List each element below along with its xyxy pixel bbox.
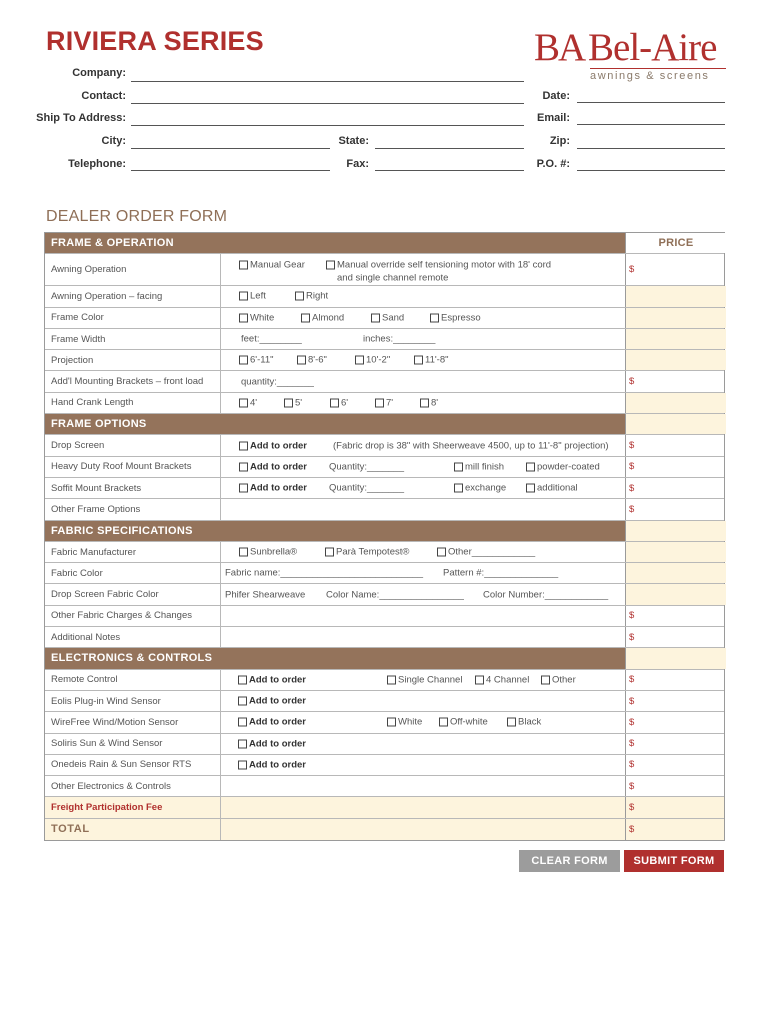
option-label: Other____________ xyxy=(448,546,536,558)
option-label: 4' xyxy=(250,397,258,409)
currency-symbol: $ xyxy=(629,376,635,388)
option-label: powder-coated xyxy=(537,461,600,473)
option-label: 5' xyxy=(295,397,303,409)
checkbox[interactable] xyxy=(239,356,248,365)
option-label: 6' xyxy=(341,397,349,409)
option-label: 11'-8" xyxy=(425,354,449,366)
currency-symbol: $ xyxy=(629,759,635,771)
row-fabric-manufacturer xyxy=(45,542,724,563)
row-other-electronics xyxy=(45,776,724,797)
section-title: FABRIC SPECIFICATIONS xyxy=(51,524,193,537)
date-field[interactable] xyxy=(577,102,725,103)
other-frame-options-input[interactable] xyxy=(221,499,625,519)
color-name-input[interactable]: Color Name:________________ xyxy=(326,589,464,601)
row-other-fabric-charges xyxy=(45,606,724,627)
price-cell xyxy=(625,308,726,328)
option-label: 8' xyxy=(431,397,439,409)
row-label: Projection xyxy=(45,350,221,370)
row-label: Onedeis Rain & Sun Sensor RTS xyxy=(45,755,221,775)
telephone-label: Telephone: xyxy=(68,158,126,170)
checkbox[interactable] xyxy=(326,261,335,270)
option-label: Add to order xyxy=(249,716,306,728)
additional-option[interactable] xyxy=(526,483,578,494)
quantity-input[interactable]: quantity:_______ xyxy=(241,376,314,388)
price-cell xyxy=(625,563,726,583)
checkbox[interactable] xyxy=(238,675,247,684)
row-drop-screen xyxy=(45,435,724,456)
projection-option[interactable] xyxy=(355,355,390,366)
option-label: Add to order xyxy=(250,461,307,473)
checkbox[interactable] xyxy=(541,675,550,684)
checkbox[interactable] xyxy=(239,548,248,557)
manual-gear-option[interactable] xyxy=(239,260,305,271)
mill-finish-option[interactable] xyxy=(454,461,504,472)
almond-option[interactable] xyxy=(301,312,344,323)
checkbox[interactable] xyxy=(239,398,248,407)
add-to-order-option[interactable] xyxy=(239,461,307,472)
checkbox[interactable] xyxy=(239,292,248,301)
section-title: ELECTRONICS & CONTROLS xyxy=(51,652,213,665)
option-label: 7' xyxy=(386,397,394,409)
currency-symbol: $ xyxy=(629,780,635,792)
option-label: White xyxy=(250,312,275,324)
checkbox[interactable] xyxy=(239,462,248,471)
add-to-order-option[interactable] xyxy=(238,696,306,707)
row-total xyxy=(45,819,724,840)
currency-symbol: $ xyxy=(629,631,635,643)
add-to-order-option[interactable] xyxy=(238,717,306,728)
row-label: Add'l Mounting Brackets – front load xyxy=(45,371,221,391)
pattern-input[interactable]: Pattern #:______________ xyxy=(443,567,559,579)
checkbox[interactable] xyxy=(414,356,423,365)
currency-symbol: $ xyxy=(629,823,635,835)
option-label: Parà Tempotest® xyxy=(336,546,410,558)
checkbox[interactable] xyxy=(420,398,429,407)
row-facing xyxy=(45,286,724,307)
total-blank xyxy=(221,819,625,840)
row-soffit xyxy=(45,478,724,499)
single-channel-option[interactable] xyxy=(387,674,462,685)
telephone-field[interactable] xyxy=(131,170,330,171)
bel-aire-logo xyxy=(534,28,726,82)
option-label: additional xyxy=(537,482,578,494)
option-label: Espresso xyxy=(441,312,481,324)
page-title: RIVIERA SERIES xyxy=(46,26,264,56)
checkbox[interactable] xyxy=(355,356,364,365)
color-number-input[interactable]: Color Number:____________ xyxy=(483,589,609,601)
price-cell[interactable] xyxy=(625,755,726,775)
row-label: Other Fabric Charges & Changes xyxy=(45,606,221,626)
price-cell xyxy=(625,393,726,413)
checkbox[interactable] xyxy=(454,462,463,471)
submit-form-button[interactable]: SUBMIT FORM xyxy=(624,850,724,872)
row-awning-operation xyxy=(45,254,724,286)
powder-coated-option[interactable] xyxy=(526,461,600,472)
option-label: 10'-2" xyxy=(366,354,391,366)
projection-option[interactable] xyxy=(414,355,449,366)
white-option[interactable] xyxy=(387,717,422,728)
row-label: Soliris Sun & Wind Sensor xyxy=(45,734,221,754)
sand-option[interactable] xyxy=(371,312,404,323)
price-cell[interactable] xyxy=(625,478,726,498)
other-option[interactable] xyxy=(541,674,576,685)
section-header-frame xyxy=(45,233,724,254)
company-field[interactable] xyxy=(131,81,524,82)
checkbox[interactable] xyxy=(239,441,248,450)
black-option[interactable] xyxy=(507,717,541,728)
ship-to-label: Ship To Address: xyxy=(36,112,126,124)
crank-option[interactable] xyxy=(420,397,438,408)
white-option[interactable] xyxy=(239,312,274,323)
feet-input[interactable]: feet:________ xyxy=(241,333,302,345)
other-fabric-option[interactable] xyxy=(437,547,535,558)
row-label: Frame Width xyxy=(45,329,221,349)
row-freight xyxy=(45,797,724,818)
checkbox[interactable] xyxy=(238,697,247,706)
add-to-order-option[interactable] xyxy=(238,738,306,749)
currency-symbol: $ xyxy=(629,738,635,750)
projection-option[interactable] xyxy=(297,355,327,366)
freight-label: Freight Participation Fee xyxy=(45,797,221,817)
phifer-shearweave-label: Phifer Shearweave xyxy=(225,589,306,601)
left-option[interactable] xyxy=(239,291,266,302)
option-label: Add to order xyxy=(249,759,306,771)
quantity-input[interactable]: Quantity:_______ xyxy=(329,482,405,494)
option-label: 4 Channel xyxy=(486,674,530,686)
row-label: Fabric Manufacturer xyxy=(45,542,221,562)
currency-symbol: $ xyxy=(629,695,635,707)
currency-symbol: $ xyxy=(629,610,635,622)
option-label: 8'-6" xyxy=(308,354,327,366)
option-label: Add to order xyxy=(249,695,306,707)
fabric-name-input[interactable]: Fabric name:___________________________ xyxy=(225,567,424,579)
city-label: City: xyxy=(101,135,126,147)
checkbox[interactable] xyxy=(439,718,448,727)
price-cell xyxy=(625,350,726,370)
off-white-option[interactable] xyxy=(439,717,488,728)
option-label: Other xyxy=(552,674,576,686)
row-label: Hand Crank Length xyxy=(45,393,221,413)
row-label: Remote Control xyxy=(45,670,221,690)
price-cell[interactable] xyxy=(625,457,726,477)
motor-option[interactable] xyxy=(326,260,551,271)
checkbox[interactable] xyxy=(301,313,310,322)
option-label: Manual Gear xyxy=(250,259,305,271)
price-cell[interactable] xyxy=(625,435,726,455)
price-cell[interactable] xyxy=(625,606,726,626)
date-label: Date: xyxy=(542,90,570,102)
price-cell xyxy=(625,329,726,349)
option-label: Off-white xyxy=(450,716,488,728)
add-to-order-option[interactable] xyxy=(239,483,307,494)
option-label: Sand xyxy=(382,312,405,324)
ship-to-field[interactable] xyxy=(131,125,524,126)
checkbox[interactable] xyxy=(238,718,247,727)
checkbox[interactable] xyxy=(430,313,439,322)
checkbox[interactable] xyxy=(526,484,535,493)
row-label: Drop Screen xyxy=(45,435,221,455)
additional-notes-input[interactable] xyxy=(221,627,625,647)
zip-label: Zip: xyxy=(549,135,570,147)
checkbox[interactable] xyxy=(387,675,396,684)
logo-mark: BA xyxy=(534,26,585,69)
row-label: Heavy Duty Roof Mount Brackets xyxy=(45,457,221,477)
option-label: Right xyxy=(306,290,329,302)
option-label: Add to order xyxy=(250,440,307,452)
section-title: FRAME & OPERATION xyxy=(51,237,174,250)
price-header: PRICE xyxy=(625,233,726,253)
row-label: Fabric Color xyxy=(45,563,221,583)
option-label: Add to order xyxy=(250,482,307,494)
section-header-frame-options xyxy=(45,414,724,435)
crank-option[interactable] xyxy=(375,397,393,408)
option-label: 6'-11" xyxy=(250,354,274,366)
price-cell[interactable] xyxy=(625,712,726,732)
checkbox[interactable] xyxy=(238,739,247,748)
checkbox[interactable] xyxy=(526,462,535,471)
checkbox[interactable] xyxy=(454,484,463,493)
four-channel-option[interactable] xyxy=(475,674,529,685)
row-label: Other Frame Options xyxy=(45,499,221,519)
row-frame-width xyxy=(45,329,724,350)
checkbox[interactable] xyxy=(330,398,339,407)
add-to-order-option[interactable] xyxy=(238,674,306,685)
inches-input[interactable]: inches:________ xyxy=(363,333,436,345)
option-label: Left xyxy=(250,290,266,302)
add-to-order-option[interactable] xyxy=(239,440,307,451)
checkbox[interactable] xyxy=(507,718,516,727)
crank-option[interactable] xyxy=(330,397,348,408)
projection-option[interactable] xyxy=(239,355,274,366)
row-label: Awning Operation xyxy=(45,254,221,285)
email-label: Email: xyxy=(536,112,570,124)
freight-blank xyxy=(221,797,625,817)
price-cell[interactable] xyxy=(625,254,726,285)
crank-option[interactable] xyxy=(239,397,257,408)
currency-symbol: $ xyxy=(629,716,635,728)
row-label: Soffit Mount Brackets xyxy=(45,478,221,498)
option-label: exchange xyxy=(465,482,507,494)
row-remote-control xyxy=(45,670,724,691)
row-label: Drop Screen Fabric Color xyxy=(45,584,221,604)
price-cell[interactable] xyxy=(625,371,726,391)
row-additional-notes xyxy=(45,627,724,648)
option-label: Black xyxy=(518,716,542,728)
row-brackets xyxy=(45,371,724,392)
zip-field[interactable] xyxy=(577,148,725,149)
right-option[interactable] xyxy=(295,291,328,302)
quantity-input[interactable]: Quantity:_______ xyxy=(329,461,405,473)
row-label: Awning Operation – facing xyxy=(45,286,221,306)
option-label: Add to order xyxy=(249,738,306,750)
drop-screen-note: (Fabric drop is 38" with Sheerweave 4500, up to 11'-8" projection) xyxy=(333,440,609,452)
contact-label: Contact: xyxy=(81,90,126,102)
price-cell[interactable] xyxy=(625,670,726,690)
price-cell xyxy=(625,542,726,562)
motor-option-line2: and single channel remote xyxy=(337,272,449,284)
row-label: Frame Color xyxy=(45,308,221,328)
currency-symbol: $ xyxy=(629,674,635,686)
price-cell xyxy=(625,414,726,434)
price-cell xyxy=(625,648,726,668)
checkbox[interactable] xyxy=(239,261,248,270)
row-other-frame-options xyxy=(45,499,724,520)
section-title: FRAME OPTIONS xyxy=(51,418,147,431)
option-label: Almond xyxy=(312,312,345,324)
row-wirefree xyxy=(45,712,724,733)
po-label: P.O. #: xyxy=(536,158,570,170)
checkbox[interactable] xyxy=(295,292,304,301)
option-label: Sunbrella® xyxy=(250,546,298,558)
add-to-order-option[interactable] xyxy=(238,759,306,770)
po-field[interactable] xyxy=(577,170,725,171)
form-heading: DEALER ORDER FORM xyxy=(46,208,228,225)
currency-symbol: $ xyxy=(629,503,635,515)
currency-symbol: $ xyxy=(629,482,635,494)
checkbox[interactable] xyxy=(375,398,384,407)
section-header-electronics xyxy=(45,648,724,669)
total-price-cell[interactable] xyxy=(625,819,726,840)
section-header-fabric xyxy=(45,521,724,542)
option-label: Single Channel xyxy=(398,674,463,686)
price-cell[interactable] xyxy=(625,499,726,519)
price-cell[interactable] xyxy=(625,627,726,647)
total-label: TOTAL xyxy=(45,819,221,840)
row-projection xyxy=(45,350,724,371)
row-hand-crank xyxy=(45,393,724,414)
checkbox[interactable] xyxy=(238,760,247,769)
checkbox[interactable] xyxy=(325,548,334,557)
price-cell[interactable] xyxy=(625,734,726,754)
price-cell xyxy=(625,286,726,306)
clear-form-button[interactable]: CLEAR FORM xyxy=(519,850,620,872)
checkbox[interactable] xyxy=(297,356,306,365)
other-electronics-input[interactable] xyxy=(221,776,625,796)
currency-symbol: $ xyxy=(629,440,635,452)
state-field[interactable] xyxy=(375,148,524,149)
logo-name: Bel-Aire xyxy=(588,26,717,69)
currency-symbol: $ xyxy=(629,264,635,276)
row-label: Additional Notes xyxy=(45,627,221,647)
checkbox[interactable] xyxy=(475,675,484,684)
row-heavy-duty xyxy=(45,457,724,478)
checkbox[interactable] xyxy=(239,313,248,322)
checkbox[interactable] xyxy=(387,718,396,727)
price-cell xyxy=(625,521,726,541)
fax-field[interactable] xyxy=(375,170,524,171)
row-label: Other Electronics & Controls xyxy=(45,776,221,796)
city-field[interactable] xyxy=(131,148,330,149)
price-cell[interactable] xyxy=(625,691,726,711)
row-soliris xyxy=(45,734,724,755)
email-field[interactable] xyxy=(577,124,725,125)
row-drop-screen-fabric xyxy=(45,584,724,605)
espresso-option[interactable] xyxy=(430,312,481,323)
company-label: Company: xyxy=(72,67,126,79)
option-label: Add to order xyxy=(249,674,306,686)
para-tempotest-option[interactable] xyxy=(325,547,409,558)
option-label: Manual override self tensioning motor with 18' cord xyxy=(337,259,552,271)
currency-symbol: $ xyxy=(629,461,635,473)
contact-field[interactable] xyxy=(131,103,524,104)
fax-label: Fax: xyxy=(346,158,369,170)
other-fabric-charges-input[interactable] xyxy=(221,606,625,626)
price-cell xyxy=(625,584,726,604)
state-label: State: xyxy=(338,135,369,147)
crank-option[interactable] xyxy=(284,397,302,408)
exchange-option[interactable] xyxy=(454,483,506,494)
currency-symbol: $ xyxy=(629,802,635,814)
checkbox[interactable] xyxy=(437,548,446,557)
checkbox[interactable] xyxy=(239,484,248,493)
order-grid xyxy=(44,232,725,841)
row-fabric-color xyxy=(45,563,724,584)
row-label: Eolis Plug-in Wind Sensor xyxy=(45,691,221,711)
row-label: WireFree Wind/Motion Sensor xyxy=(45,712,221,732)
checkbox[interactable] xyxy=(371,313,380,322)
logo-tagline: awnings & screens xyxy=(590,68,726,82)
option-label: mill finish xyxy=(465,461,505,473)
checkbox[interactable] xyxy=(284,398,293,407)
price-cell[interactable] xyxy=(625,797,726,817)
row-eolis xyxy=(45,691,724,712)
row-frame-color xyxy=(45,308,724,329)
row-ondeis xyxy=(45,755,724,776)
price-cell[interactable] xyxy=(625,776,726,796)
sunbrella-option[interactable] xyxy=(239,547,297,558)
option-label: White xyxy=(398,716,423,728)
